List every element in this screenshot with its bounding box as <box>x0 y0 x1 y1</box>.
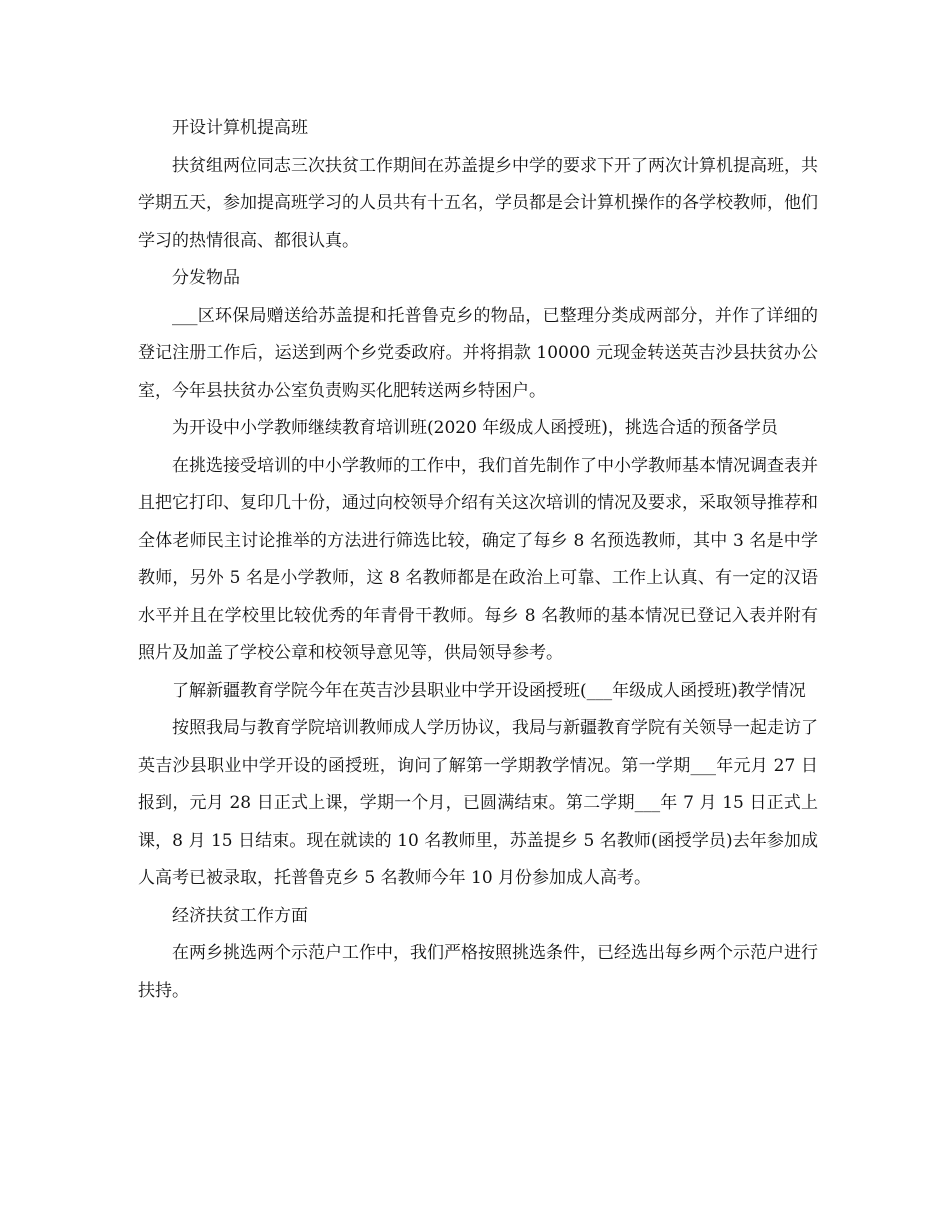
paragraph-distribute-items: ___区环保局赠送给苏盖提和托普鲁克乡的物品，已整理分类成两部分，并作了详细的登记注册工作后，运送到两个乡党委政府。并将捐款 10000 元现金转送英吉沙县扶贫办公室，今年县扶贫办公室负责购买化肥转送两乡特困户。 <box>138 305 818 401</box>
paragraph-computer-class: 扶贫组两位同志三次扶贫工作期间在苏盖提乡中学的要求下开了两次计算机提高班，共学期五天，参加提高班学习的人员共有十五名，学员都是会计算机操作的各学校教师，他们学习的热情很高、都很认真。 <box>138 155 818 251</box>
section-heading-teacher-training: 为开设中小学教师继续教育培训班(2020 年级成人函授班)，挑选合适的预备学员 <box>172 418 778 438</box>
section-heading-computer-class: 开设计算机提高班 <box>172 118 308 138</box>
section-heading-correspondence-class: 了解新疆教育学院今年在英吉沙县职业中学开设函授班(___年级成人函授班)教学情况 <box>172 680 806 701</box>
section-heading-economic-aid: 经济扶贫工作方面 <box>172 905 308 926</box>
paragraph-economic-aid: 在两乡挑选两个示范户工作中，我们严格按照挑选条件，已经选出每乡两个示范户进行扶持。 <box>138 943 818 1001</box>
paragraph-teacher-training: 在挑选接受培训的中小学教师的工作中，我们首先制作了中小学教师基本情况调查表并且把它打印、复印几十份，通过向校领导介绍有关这次培训的情况及要求，采取领导推荐和全体老师民主讨论推举的方法进行筛选比较，确定了每乡 8 名预选教师，其中 3 名是中学教师，另外 5 名是小学教师，这 8 名教师都是在政治上可靠、工作上认真、有一定的汉语水平并且在学校里比较优秀的年青骨干教师。每乡 8 名教师的基本情况已登记入表并附有照片及加盖了学校公章和校领导意见等，供局领导参考。 <box>138 455 818 663</box>
document-body <box>138 110 818 1010</box>
section-heading-distribute-items: 分发物品 <box>172 268 240 288</box>
paragraph-correspondence-class: 按照我局与教育学院培训教师成人学历协议，我局与新疆教育学院有关领导一起走访了英吉沙县职业中学开设的函授班，询问了解第一学期教学情况。第一学期___年元月 27 日报到，元月 28 日正式上课，学期一个月，已圆满结束。第二学期___年 7 月 15 日正式上课，8 月 15 日结束。现在就读的 10 名教师里，苏盖提乡 5 名教师(函授学员)去年参加成人高考已被录取，托普鲁克乡 5 名教师今年 10 月份参加成人高考。 <box>138 718 818 888</box>
